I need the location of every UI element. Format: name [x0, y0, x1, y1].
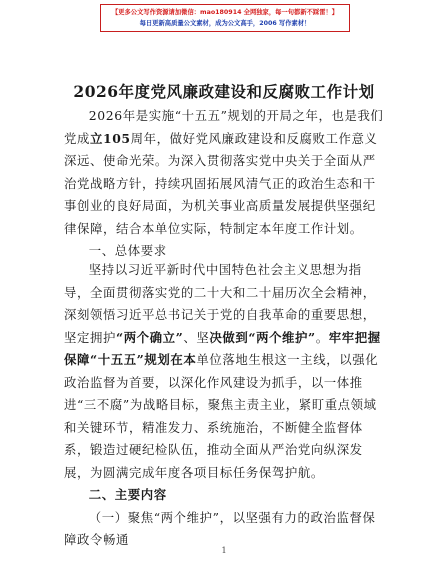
section-1-heading: 一、总体要求 [88, 243, 167, 258]
s1-text-1: 坚持以习近平新时代中国特色社会主义思想为指导，全面贯彻落实党的二十大和二十届历次全会精神，深刻领悟习近平总书记关于党的自我革命的重要思想，坚定拥护 [64, 262, 376, 345]
intro-text-end: 周年，做好党风廉政建设和反腐败工作意义深远、使命光荣。为深入贯彻落实党中央关于全面从严治党战略方针，持续巩固拓展风清气正的政治生态和干事创业的良好局面，为机关事业高质量发展提供坚强纪律保障，结合本单位实际，特制定本年度工作计划。 [64, 130, 378, 236]
intro-text-bold: 立105 [89, 130, 131, 146]
s1-text-2: 、坚 [183, 329, 210, 345]
subsection-1-heading: （一）聚焦“两个维护”，以坚强有力的政治监督保障政令畅通 [64, 509, 376, 547]
section-2-heading: 二、主要内容 [88, 487, 167, 502]
s1-bold-3: 牢牢把握保障“十五五”规划在本 [64, 329, 381, 367]
promo-banner [100, 4, 350, 32]
promo-line-2: 每日更新高质量公文素材，成为公文高手，2006 写作素材！ [139, 20, 311, 27]
document-title: 2026年度党风廉政建设和反腐败工作计划 [73, 82, 375, 101]
section-1-paragraph [64, 259, 387, 552]
s1-text-3: 。 [315, 329, 329, 345]
s1-bold-1: “两个确立” [115, 329, 184, 345]
intro-paragraph [64, 105, 387, 263]
promo-line-1: 【更多公文写作资源请加微信：mao180914 全网独家，每一句都新不踩雷！】 [111, 9, 339, 16]
page-number: 1 [221, 546, 227, 555]
s1-bold-2: 决做到“两个维护” [209, 329, 316, 345]
s1-text-4: 单位落地生根这一主线，以强化政治监督为首要，以深化作风建设为抓手，以一体推进“三不腐”为战略目标，聚焦主责主业，紧盯重点领域和关键环节，精准发力、系统施治，不断健全监督体系，锻造过硬纪检队伍，推动全面从严治党向纵深发展，为圆满完成年度各项目标任务保驾护航。 [64, 352, 379, 480]
intro-text-start: 2026年是实施“十五五”规划的开局之年，也是我们党成 [64, 108, 384, 146]
